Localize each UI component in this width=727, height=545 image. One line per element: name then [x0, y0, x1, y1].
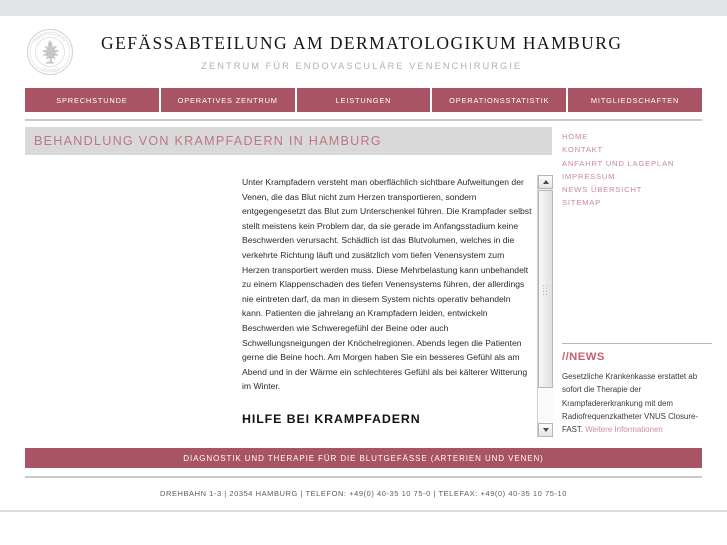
- news-heading: //NEWS: [562, 350, 605, 363]
- footer-banner: [25, 448, 702, 468]
- site-header: [0, 16, 727, 88]
- sidebar-item-impressum[interactable]: IMPRESSUM: [562, 171, 616, 181]
- triangle-down-icon: [543, 428, 549, 432]
- nav-item-operatives-zentrum[interactable]: OPERATIVES ZENTRUM: [161, 88, 297, 112]
- article-paragraph-1: Unter Krampfadern versteht man oberflächlich sichtbare Aufweitungen der Venen, die das Blut nicht zum Herzen transportieren, sondern entgegengesetzt das Blut zum Unterschenkel führen. Die Krampfader selbst stellt meistens kein Problem dar, da sie gerade im Anfangsstadium keine Beschwerden verursacht. Schädlich ist das Blutvolumen, welches in die verkehrte Richtung läuft und zusätzlich vom tiefen Venensystem zum Herzen transportiert werden muss. Diese Mehrbelastung kann unbehandelt zu einem Klappenschaden des tiefen Venensystems führen, der allerdings nie eintreten darf, da man in diesem System nichts operativ behandeln kann. Patienten die jahrelang an Krampfadern leiden, entwickeln Beschwerden wie Schweregefühl der Beine oder auch Schwellungsneigungen der Knöchelregionen. Abends legen die Patienten gerne die Beine hoch. Am Morgen haben Sie ein besseres Gefühl als am Abend und in der Wärme ein schlechteres Gefühl als bei kälterer Witterung im Winter.: [242, 177, 532, 392]
- sidebar-item-sitemap[interactable]: SITEMAP: [562, 198, 601, 208]
- content-left-spacer: [25, 175, 242, 437]
- right-sidebar: [562, 127, 712, 437]
- page-title: BEHANDLUNG VON KRAMPFADERN IN HAMBURG: [25, 127, 552, 155]
- svg-text:DERMATOLOGIKUM: DERMATOLOGIKUM: [33, 31, 67, 43]
- browser-chrome-strip: [0, 0, 727, 16]
- article-subheading: HILFE BEI KRAMPFADERN: [242, 411, 421, 426]
- body-region: [25, 127, 702, 437]
- header-text-block: [101, 33, 727, 71]
- article-paragraph-2: [242, 436, 532, 437]
- scroll-up-arrow-icon[interactable]: [538, 175, 553, 189]
- triangle-up-icon: [543, 180, 549, 184]
- sidebar-item-anfahrt-und-lageplan[interactable]: ANFAHRT UND LAGEPLAN: [562, 158, 675, 168]
- footer-divider: [25, 476, 702, 478]
- footer-contact-line: DREHBAHN 1-3 | 20354 HAMBURG | TELEFON: +49(0) 40-35 10 75-0 | TELEFAX: +49(0) 40-35 10 75-10: [160, 489, 567, 498]
- scroll-down-arrow-icon[interactable]: [538, 423, 553, 437]
- nav-item-leistungen[interactable]: LEISTUNGEN: [297, 88, 433, 112]
- article-content: [242, 175, 552, 437]
- scrollbar-track[interactable]: [538, 190, 553, 423]
- nav-item-operationsstatistik[interactable]: OPERATIONSSTATISTIK: [432, 88, 568, 112]
- page-root: [0, 16, 727, 512]
- dermatologikum-seal-logo: [25, 27, 75, 77]
- svg-text:HAMBURG: HAMBURG: [40, 66, 60, 73]
- site-subtitle: ZENTRUM FÜR ENDOVASCULÄRE VENENCHIRURGIE: [201, 61, 523, 71]
- footer-banner-text: DIAGNOSTIK UND THERAPIE FÜR DIE BLUTGEFÄSSE (ARTERIEN UND VENEN): [183, 453, 544, 463]
- sidebar-link-list: [562, 130, 712, 210]
- news-divider: [562, 343, 712, 344]
- content-scrollbar[interactable]: [537, 175, 552, 437]
- nav-item-mitgliedschaften[interactable]: MITGLIEDSCHAFTEN: [590, 95, 680, 105]
- content-scroll-frame: [25, 175, 552, 437]
- sidebar-item-home[interactable]: HOME: [562, 132, 589, 141]
- news-panel: [562, 343, 712, 437]
- site-title: GEFÄSSABTEILUNG AM DERMATOLOGIKUM HAMBURG: [101, 33, 623, 53]
- sidebar-item-news-uebersicht[interactable]: NEWS ÜBERSICHT: [562, 185, 643, 195]
- grip-dots-icon: [542, 284, 549, 295]
- nav-item-sprechstunde[interactable]: SPRECHSTUNDE: [25, 88, 161, 112]
- news-body: [562, 370, 712, 437]
- main-navigation: [25, 88, 702, 112]
- news-more-link[interactable]: Weitere Informationen: [585, 425, 663, 435]
- sidebar-item-kontakt[interactable]: KONTAKT: [562, 145, 603, 155]
- nav-divider: [25, 119, 702, 121]
- scrollbar-thumb[interactable]: [538, 190, 553, 388]
- news-body-text: Gesetzliche Krankenkasse erstattet ab sofort die Therapie der Krampfadererkrankung mit dem Radiofrequenzkatheter VNUS Closure-FAST.: [562, 371, 698, 435]
- bottom-divider: [0, 510, 727, 512]
- main-column: [25, 127, 552, 437]
